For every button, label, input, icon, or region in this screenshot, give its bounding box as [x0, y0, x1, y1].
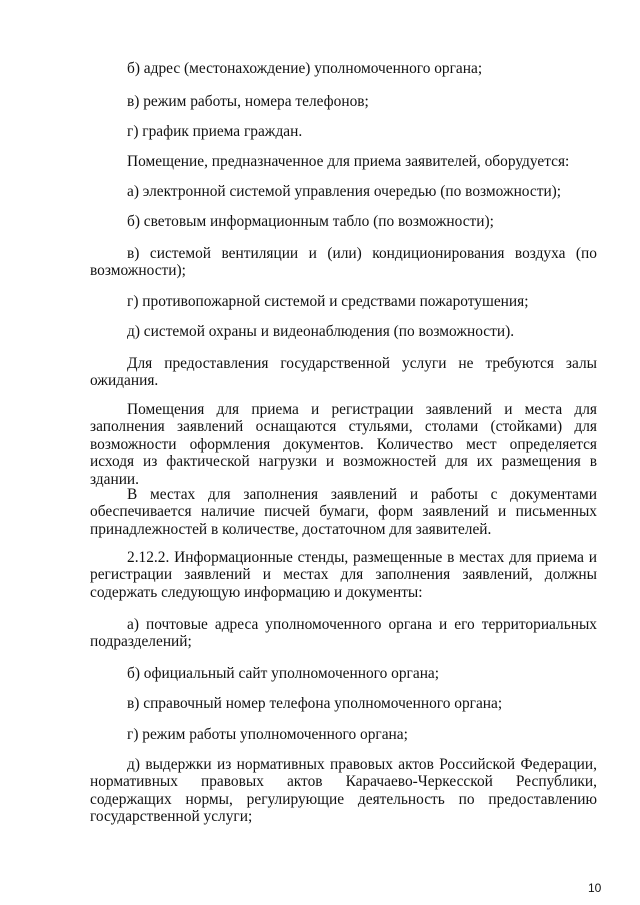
paragraph-item-v-phone: в) справочный номер телефона уполномоченного органа; [127, 695, 503, 712]
paragraph-item-v-ventilation: в) системой вентиляции и (или) кондиционирования воздуха (по возможности); [90, 245, 597, 280]
paragraph-item-b-website: б) официальный сайт уполномоченного органа; [127, 665, 440, 682]
paragraph-item-b-info-board: б) световым информационным табло (по возможности); [127, 213, 494, 230]
paragraph-item-v-work-hours: в) режим работы, номера телефонов; [127, 93, 369, 110]
paragraph-info-stands: 2.12.2. Информационные стенды, размещенные в местах для приема и регистрации заявлений и местах для заполнения заявлений, должны содержать следующую информацию и документы: [90, 549, 597, 601]
paragraph-filling-places: В местах для заполнения заявлений и работы с документами обеспечивается наличие писчей бумаги, форм заявлений и письменных принадлежностей в количестве, достаточном для заявителей. [90, 486, 597, 538]
paragraph-premises-intro: Помещение, предназначенное для приема заявителей, оборудуется: [127, 153, 570, 170]
paragraph-waiting-halls: Для предоставления государственной услуги не требуются залы ожидания. [90, 355, 597, 390]
page-number: 10 [588, 881, 602, 895]
paragraph-item-a-postal-addresses: а) почтовые адреса уполномоченного органа и его территориальных подразделений; [90, 616, 597, 651]
paragraph-item-b-address: б) адрес (местонахождение) уполномоченного органа; [127, 60, 483, 77]
paragraph-item-d-legal-excerpts: д) выдержки из нормативных правовых актов Российской Федерации, нормативных правовых актов Карачаево-Черкесской Республики, содержащих нормы, регулирующие деятельность по предоставлению государственной услуги; [90, 756, 597, 826]
paragraph-item-d-security: д) системой охраны и видеонаблюдения (по возможности). [127, 323, 515, 340]
paragraph-item-g-fire-safety: г) противопожарной системой и средствами пожаротушения; [127, 293, 529, 310]
paragraph-item-g-work-mode: г) режим работы уполномоченного органа; [127, 726, 408, 743]
paragraph-item-g-schedule: г) график приема граждан. [127, 123, 303, 140]
paragraph-item-a-queue-system: а) электронной системой управления очередью (по возможности); [127, 183, 562, 200]
paragraph-registration-premises: Помещения для приема и регистрации заявлений и места для заполнения заявлений оснащаются стульями, столами (стойками) для возможности оформления документов. Количество мест определяется исходя из фактической нагрузки и возможностей для их размещения в здании. [90, 401, 597, 488]
